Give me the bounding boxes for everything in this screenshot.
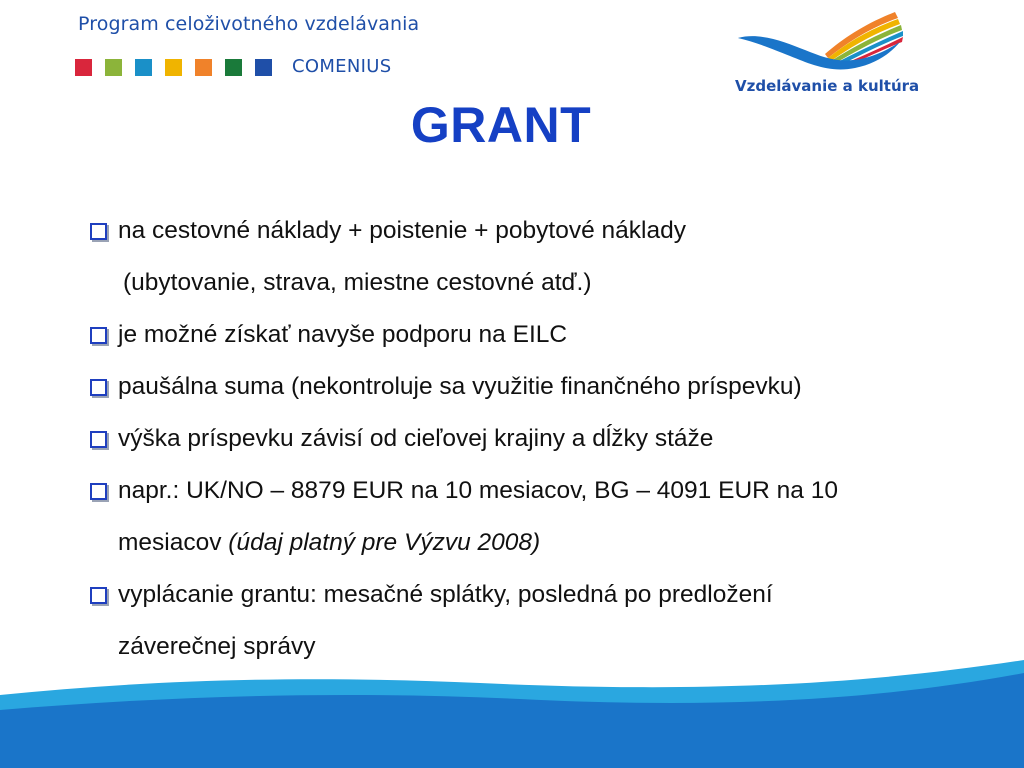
color-square-yellow: [165, 59, 182, 76]
logo-text: Vzdelávanie a kultúra: [735, 77, 920, 95]
color-strip: [75, 59, 285, 76]
bullet-line: je možné získať navyše podporu na EILC: [118, 321, 568, 348]
color-square-navy: [255, 59, 272, 76]
bullet-item: [90, 369, 990, 421]
color-square-green: [105, 59, 122, 76]
bullet-line: paušálna suma (nekontroluje sa využitie finančného príspevku): [118, 373, 802, 400]
bullet-line: výška príspevku závisí od cieľovej krajiny a dĺžky stáže: [118, 425, 714, 452]
bullet-item: [90, 421, 990, 473]
checkbox-bullet-icon: [90, 327, 107, 344]
checkbox-bullet-icon: [90, 379, 107, 396]
bullet-line: napr.: UK/NO – 8879 EUR na 10 mesiacov, BG – 4091 EUR na 10: [118, 477, 838, 504]
color-square-darkgreen: [225, 59, 242, 76]
bullet-item: [90, 473, 990, 577]
checkbox-bullet-icon: [90, 223, 107, 240]
bullet-line: na cestovné náklady + poistenie + pobytové náklady: [118, 217, 686, 244]
bullet-line: vyplácanie grantu: mesačné splátky, posledná po predložení: [118, 581, 773, 608]
bullet-emphasis: (údaj platný pre Výzvu 2008): [228, 529, 541, 556]
color-square-blue: [135, 59, 152, 76]
bullet-item: [90, 317, 990, 369]
bullet-list: [90, 213, 990, 681]
bullet-item: [90, 213, 990, 317]
slide-title: GRANT: [410, 97, 592, 153]
subprogram-label: COMENIUS: [292, 56, 392, 77]
bullet-line-text: mesiacov: [118, 529, 229, 556]
color-square-orange: [195, 59, 212, 76]
checkbox-bullet-icon: [90, 587, 107, 604]
checkbox-bullet-icon: [90, 483, 107, 500]
checkbox-bullet-icon: [90, 431, 107, 448]
bullet-line: [118, 525, 990, 577]
program-title: Program celoživotného vzdelávania: [78, 13, 420, 35]
bullet-line: záverečnej správy: [118, 633, 316, 660]
bullet-line: (ubytovanie, strava, miestne cestovné atď.): [123, 269, 592, 296]
color-square-red: [75, 59, 92, 76]
footer-wave: [0, 655, 1024, 768]
